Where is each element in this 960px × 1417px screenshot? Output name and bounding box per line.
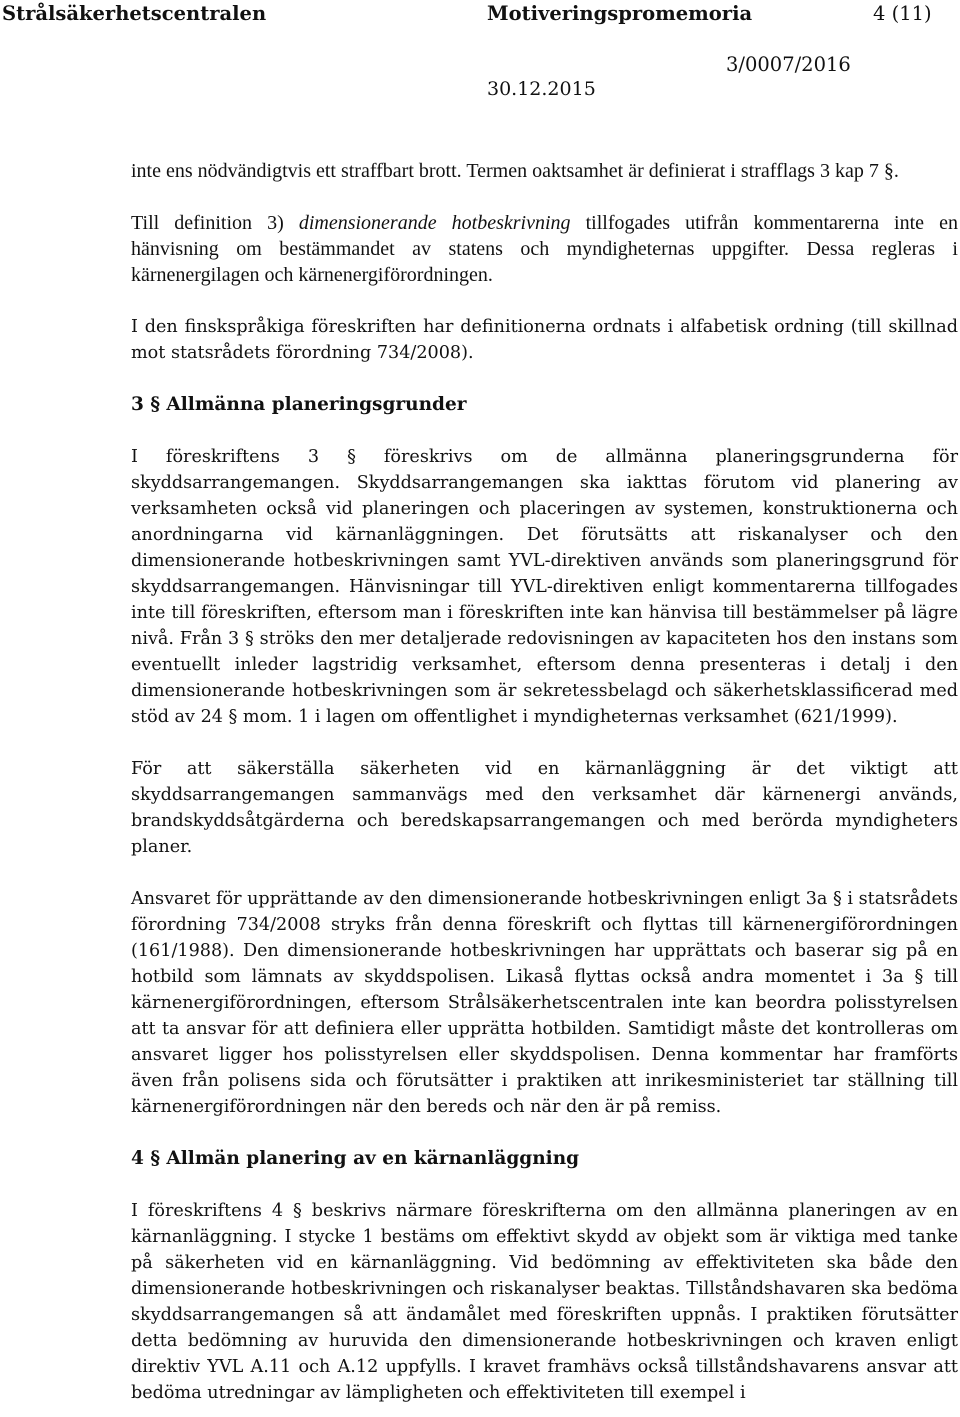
paragraph-2-start: Till definition 3) — [131, 212, 299, 234]
header-doc-type: Motiveringspromemoria — [487, 2, 753, 25]
header-page-number: 4 (11) — [873, 2, 932, 25]
header-reference: 3/0007/2016 — [726, 53, 851, 76]
paragraph-1: inte ens nödvändigtvis ett straffbart brott. Termen oaktsamhet är definierat i strafflags 3 kap 7 §. — [131, 160, 899, 182]
header-authority: Strålsäkerhetscentralen — [2, 2, 267, 25]
paragraph-2-term: dimensionerande hotbeskrivning — [298, 212, 571, 234]
paragraph-3: I den finskspråkiga föreskriften har definitionerna ordnats i alfabetisk ordning (till skillnad mot statsrådets förordning 734/2008). — [131, 317, 958, 363]
paragraph-2-end: tillfogades utifrån kommentarerna inte en hänvisning om bestämmandet av statens och myndigheternas uppgifter. Dessa regleras i kärnenergilagen och kärnenergiförordningen. — [131, 212, 958, 286]
header-date: 30.12.2015 — [487, 78, 596, 100]
document-body — [131, 158, 958, 1406]
paragraph-2 — [131, 210, 958, 288]
paragraph-7: I föreskriftens 4 § beskrivs närmare föreskrifterna om den allmänna planeringen av en kärnanläggning. I stycke 1 bestäms om effektivt skydd av objekt som är viktiga med tanke på säkerheten vid en kärnanläggning. Vid bedömning av effektiviteten ska både den dimensionerande hotbeskrivningen och riskanalyser beaktas. Tillståndshavaren ska bedöma skyddsarrangemangen så att ändamålet med föreskriften uppnås. I praktiken förutsätter detta bedömning av huruvida den dimensionerande hotbeskrivningen och kraven enligt direktiv YVL A.11 och A.12 uppfylls. I kravet framhävs också tillståndshavarens ansvar att bedöma utredningar av lämpligheten och effektiviteten till exempel i — [131, 1201, 958, 1403]
paragraph-4: I föreskriftens 3 § föreskrivs om de allmänna planeringsgrunderna för skyddsarrangemangen. Skyddsarrangemangen ska iakttas förutom vid planering av verksamheten också vid planeringen och placeringen av systemen, konstruktionerna och anordningarna vid kärnanläggningen. Det förutsätts att riskanalyser och den dimensionerande hotbeskrivningen samt YVL-direktiven används som planeringsgrund för skyddsarrangemangen. Hänvisningar till YVL-direktiven enligt kommentarerna tillfogades inte till föreskriften, eftersom man i föreskriften inte kan hänvisa till bestämmelser på lägre nivå. Från 3 § ströks den mer detaljerade redovisningen av kapaciteten hos den instans som eventuellt inleder lagstridig verksamhet, eftersom denna presenteras i detalj i den dimensionerande hotbeskrivningen som är sekretessbelagd och säkerhetsklassificerad med stöd av 24 § mom. 1 i lagen om offentlighet i myndigheternas verksamhet (621/1999). — [131, 447, 958, 727]
paragraph-6: Ansvaret för upprättande av den dimensionerande hotbeskrivningen enligt 3a § i statsrådets förordning 734/2008 stryks från denna föreskrift och flyttas till kärnenergiförordningen (161/1988). Den dimensionerande hotbeskrivningen har upprättats och baserar sig på en hotbild som lämnats av skyddspolisen. Likaså flyttas också andra momentet i 3a § till kärnenergiförordningen, eftersom Strålsäkerhetscentralen inte kan beordra polisstyrelsen att ta ansvar för att definiera eller upprätta hotbilden. Samtidigt måste det kontrolleras om ansvaret ligger hos polisstyrelsen eller skyddspolisen. Denna kommentar har framförts även från polisens sida och förutsätter i praktiken att inrikesministeriet tar ställning till kärnenergiförordningen när den bereds och när den är på remiss. — [131, 889, 958, 1117]
section-heading-4: 4 § Allmän planering av en kärnanläggning — [131, 1148, 580, 1169]
paragraph-5: För att säkerställa säkerheten vid en kärnanläggning är det viktigt att skyddsarrangemangen sammanvägs med den verksamhet där kärnenergi används, brandskyddsåtgärderna och beredskapsarrangemangen och med berörda myndigheters planer. — [131, 759, 958, 857]
section-heading-3: 3 § Allmänna planeringsgrunder — [131, 394, 467, 415]
